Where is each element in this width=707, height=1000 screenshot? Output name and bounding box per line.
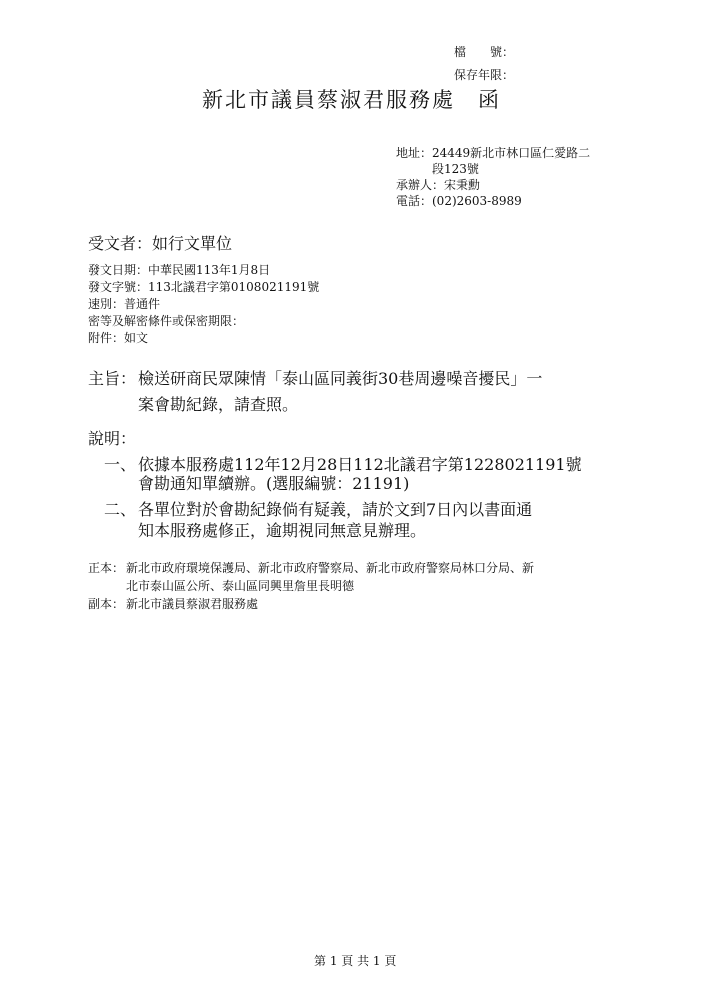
explanation-item-line: 知本服務處修正，逾期視同無意見辦理。 [138,521,427,540]
contact-person: 承辦人：宋秉勳 [396,178,481,192]
main-recipients-line2: 北市泰山區公所、泰山區同興里詹里長明德 [126,579,355,593]
recipient: 受文者：如行文單位 [88,234,233,253]
subject-line1: 檢送研商民眾陳情「泰山區同義街30巷周邊噪音擾民」一 [138,369,543,388]
explanation-item-number: 二、 [104,500,137,519]
attachment: 附件：如文 [88,331,149,345]
issue-date: 發文日期：中華民國113年1月8日 [88,263,271,277]
main-recipients-label: 正本： [88,561,125,575]
delivery-speed: 速別：普通件 [88,297,161,311]
copy-recipients-label: 副本： [88,597,125,611]
explanation-item-line: 依據本服務處112年12月28日112北議君字第1228021191號 [138,455,582,474]
document-title: 新北市議員蔡淑君服務處 函 [202,88,501,112]
security-level: 密等及解密條件或保密期限： [88,314,245,328]
explanation-item-line: 會勘通知單續辦。(選服編號：21191) [138,474,410,493]
sender-address-line2: 段123號 [432,162,479,176]
document-number: 發文字號：113北議君字第0108021191號 [88,280,320,294]
subject-label: 主旨： [88,369,137,388]
retention-period-label: 保存年限： [454,68,515,82]
sender-address-line1: 地址：24449新北市林口區仁愛路二 [396,146,591,160]
subject-line2: 案會勘紀錄，請查照。 [138,395,299,414]
copy-recipients: 新北市議員蔡淑君服務處 [126,597,259,611]
main-recipients-line1: 新北市政府環境保護局、新北市政府警察局、新北市政府警察局林口分局、新 [126,561,535,575]
explanation-item-line: 各單位對於會勘紀錄倘有疑義，請於文到7日內以書面通 [138,500,533,519]
archive-number-label: 檔 號： [454,45,515,59]
contact-phone: 電話：(02)2603-8989 [396,194,522,208]
explanation-label: 說明： [88,429,137,448]
explanation-item-number: 一、 [104,455,137,474]
page-number: 第 1 頁 共 1 頁 [314,954,397,968]
